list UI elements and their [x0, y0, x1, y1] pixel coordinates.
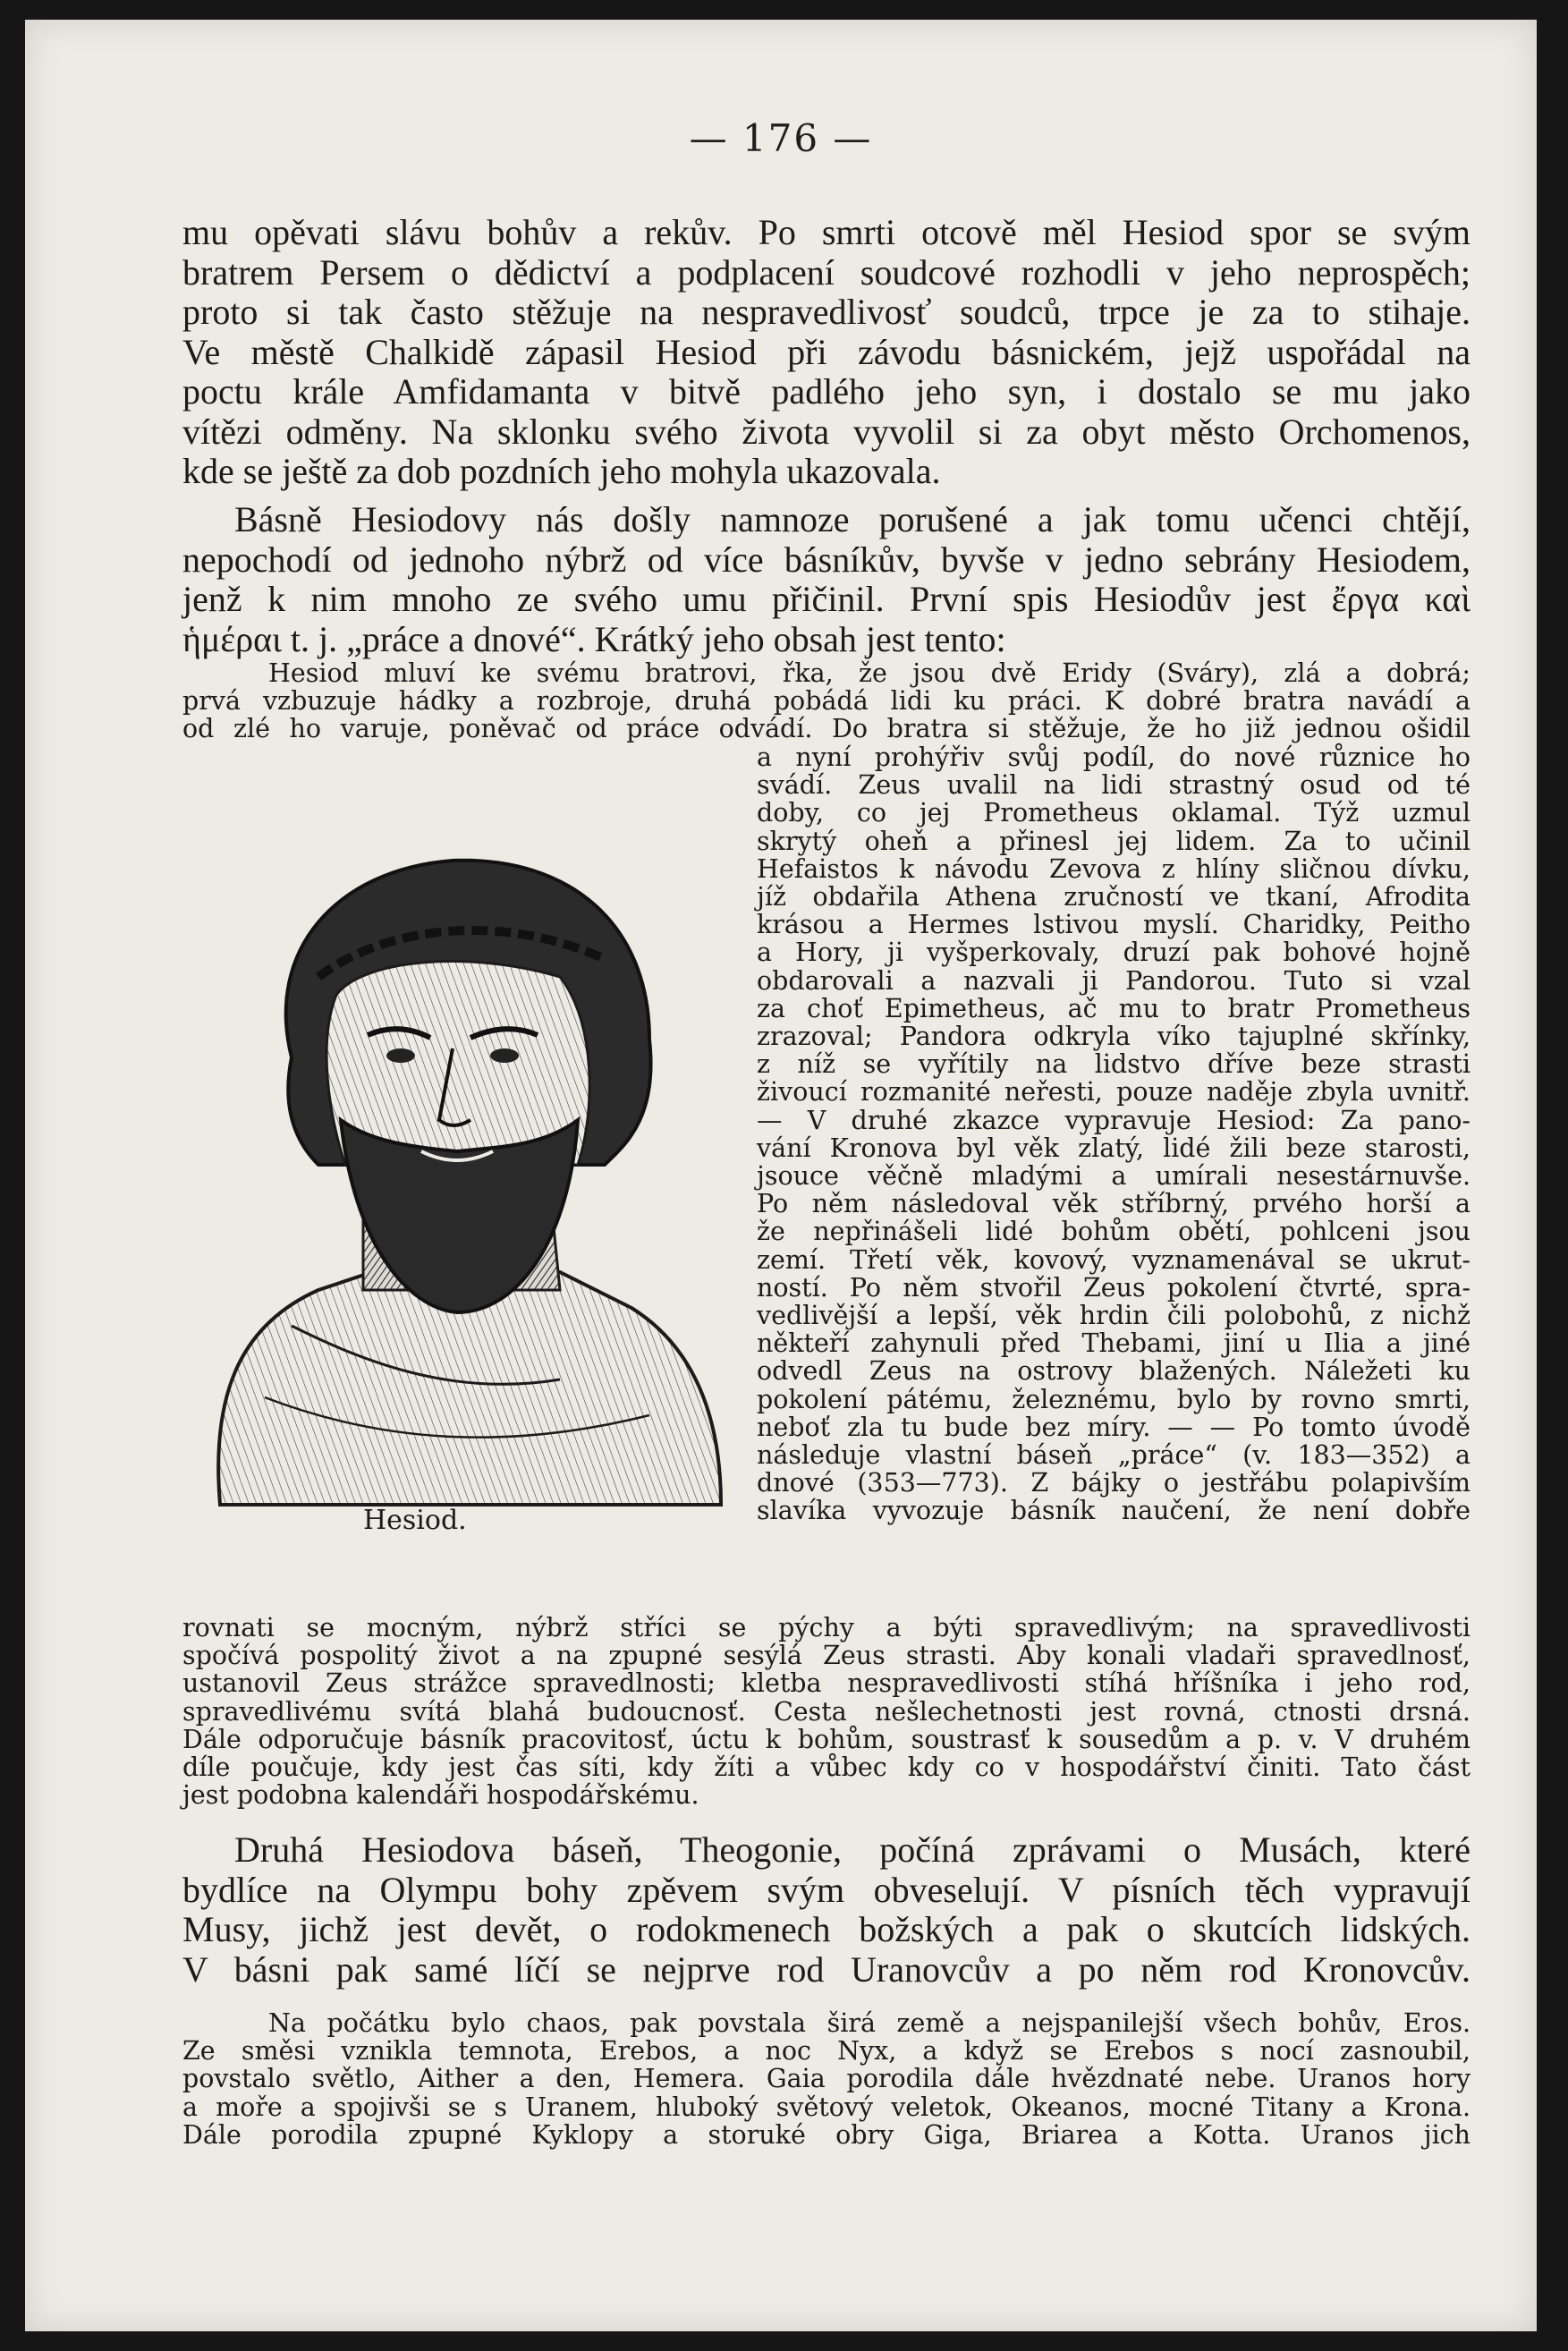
text-line: a moře a spojivši se s Uranem, hluboký světový veletok, Okeanos, mocné Titany a Krona. — [182, 2092, 1471, 2122]
text-line: poctu krále Amfidamanta v bitvě padlého jeho syn, i dostalo se mu jako — [182, 371, 1471, 412]
text-line: Na počátku bylo chaos, pak povstala širá země a nejspanilejší všech bohův, Eros. — [268, 2008, 1471, 2038]
text-line: ustanovil Zeus strážce spravedlnosti; kletba nespravedlivosti stíhá hříšníka i jeho rod, — [182, 1668, 1471, 1699]
text-line: vání Kronova byl věk zlatý, lidé žili beze starosti, — [757, 1133, 1471, 1163]
text-line: někteří zahynuli před Thebami, jiní u Ilia a jiné — [757, 1328, 1471, 1359]
text-line: jíž obdařila Athena zručností ve tkaní, Afrodita — [757, 882, 1471, 912]
text-line: — V druhé zkazce vypravuje Hesiod: Za pano- — [757, 1105, 1471, 1135]
text-line: zemí. Třetí věk, kovový, vyznamenával se ukrut- — [757, 1244, 1471, 1275]
text-line: kde se ještě za dob pozdních jeho mohyla ukazovala. — [182, 451, 941, 491]
text-line: následuje vlastní báseň „práce“ (v. 183—352) a — [757, 1440, 1471, 1471]
text-line: bydlíce na Olympu bohy zpěvem svým obveselují. V písních těch vypravují — [182, 1869, 1471, 1910]
text-line: od zlé ho varuje, poněvač od práce odvádí. Do bratra si stěžuje, že ho již jednou ošidil — [182, 714, 1471, 744]
text-line: jest podobna kalendáři hospodářskému. — [182, 1780, 699, 1811]
portrait-caption: Hesiod. — [363, 1505, 467, 1536]
text-line: že nepřinášeli lidé bohům obětí, pohlceni jsou — [757, 1217, 1471, 1247]
intro-paragraph — [182, 213, 1471, 492]
text-line: povstalo světlo, Aither a den, Hemera. Gaia porodila dále hvězdnaté nebe. Uranos hory — [182, 2064, 1471, 2094]
text-line: neboť zla tu bude bez míry. — — Po tomto úvodě — [757, 1412, 1471, 1442]
book-page — [25, 20, 1537, 2331]
text-line: Ve městě Chalkidě zápasil Hesiod při závodu básnickém, jejž uspořádal na — [182, 331, 1471, 372]
text-line: jsouce věčně mladými a umírali nesestárnuvše. — [757, 1161, 1471, 1192]
works-paragraph — [182, 500, 1471, 659]
text-line: a nyní prohýřiv svůj podíl, do nové různice ho — [757, 743, 1471, 772]
summary-intro — [182, 659, 1471, 743]
text-line: Po něm následoval věk stříbrný, prvého horší a — [757, 1189, 1471, 1219]
hesiod-bust-illustration — [184, 825, 732, 1514]
text-line: pokolení pátému, železnému, bylo by rovno smrti, — [757, 1384, 1471, 1414]
text-line: doby, co jej Prometheus oklamal. Týž uzmul — [757, 798, 1471, 828]
text-line: Hesiod mluví ke svému bratrovi, řka, že jsou dvě Eridy (Sváry), zlá a dobrá; — [268, 658, 1471, 688]
text-line: vedlivější a lepší, věk hrdin čili polobohů, z nichž — [757, 1301, 1471, 1331]
text-line: proto si tak často stěžuje na nespravedlivosť soudců, trpce je za to stihaje. — [182, 292, 1471, 332]
chaos-paragraph — [182, 2009, 1471, 2149]
text-line: živoucí rozmanité neřesti, pouze naděje zbyla uvnitř. — [757, 1077, 1471, 1108]
text-line: bratrem Persem o dědictví a podplacení soudcové rozhodli v jeho neprospěch; — [182, 251, 1471, 293]
text-line: Básně Hesiodovy nás došly namnoze porušené a jak tomu učenci chtějí, — [234, 499, 1471, 539]
text-line: Druhá Hesiodova báseň, Theogonie, počíná zprávami o Musách, které — [234, 1829, 1471, 1870]
text-line: Dále odporučuje básník pracovitosť, úctu k bohům, soustrasť k sousedům a p. v. V druhém — [182, 1724, 1471, 1754]
text-line: díle poučuje, kdy jest čas síti, kdy žíti a vůbec kdy co v hospodářství činiti. Tato část — [182, 1753, 1471, 1783]
text-line: odvedl Zeus na ostrovy blažených. Náležeti ku — [757, 1356, 1471, 1387]
text-line: prvá vzbuzuje hádky a rozbroje, druhá pobádá lidi ku práci. K dobré bratra navádí a — [182, 686, 1471, 717]
page-number: — 176 — — [689, 116, 873, 160]
text-line: dnové (353—773). Z bájky o jestřábu polapivším — [757, 1468, 1471, 1498]
text-line: Dále porodila zpupné Kyklopy a storuké obry Giga, Briarea a Kotta. Uranos jich — [182, 2119, 1471, 2150]
text-line: nepochodí od jednoho nýbrž od více básníkův, byvše v jedno sebrány Hesiodem, — [182, 539, 1471, 580]
summary-side-column — [757, 743, 1471, 1525]
theogony-paragraph — [182, 1830, 1471, 1990]
text-line: zrazoval; Pandora odkryla víko tajuplné skřínky, — [757, 1022, 1471, 1052]
text-line: svádí. Zeus uvalil na lidi strastný osud od té — [757, 770, 1471, 801]
text-line: Hefaistos k návodu Zevova z hlíny sličnou dívku, — [757, 853, 1471, 884]
text-line: spravedlivému svítá blahá budoucnosť. Cesta nešlechetnosti jest rovná, ctnosti drsná. — [182, 1696, 1471, 1727]
text-line: rovnati se mocným, nýbrž stříci se pýchy a býti spravedlivým; na spravedlivosti — [182, 1613, 1471, 1642]
text-line: obdarovali a nazvali ji Pandorou. Tuto si vzal — [757, 965, 1471, 996]
text-line: Musy, jichž jest devět, o rodokmenech božských a pak o skutcích lidských. — [182, 1909, 1471, 1949]
text-line: z níž se vyřítily na lidstvo dříve beze strasti — [757, 1049, 1471, 1080]
text-line: jenž k nim mnoho ze svého umu přičinil. První spis Hesiodův jest ἔργα καὶ — [182, 579, 1471, 619]
text-line: ností. Po něm stvořil Zeus pokolení čtvrté, spra- — [757, 1272, 1471, 1303]
text-line: za choť Epimetheus, ač mu to bratr Prometheus — [757, 993, 1471, 1023]
text-line: spočívá pospolitý život a na zpupné sesýlá Zeus strasti. Aby konali vladaři spravedlnosť, — [182, 1641, 1471, 1671]
summary-end — [182, 1614, 1471, 1809]
text-line: ἡμέραι t. j. „práce a dnové“. Krátký jeho obsah jest tento: — [182, 618, 1006, 659]
text-line: krásou a Hermes lstivou myslí. Charidky, Peitho — [757, 910, 1471, 940]
text-line: skrytý oheň a přinesl jej lidem. Za to učinil — [757, 826, 1471, 856]
text-line: Ze směsi vznikla temnota, Erebos, a noc Nyx, a když se Erebos s nocí zasnoubil, — [182, 2036, 1471, 2067]
text-line: vítězi odměny. Na sklonku svého života vyvolil si za obyt město Orchomenos, — [182, 411, 1471, 452]
text-line: mu opěvati slávu bohův a rekův. Po smrti otcově měl Hesiod spor se svým — [182, 212, 1471, 252]
text-line: slavíka vyvozuje básník naučení, že není dobře — [757, 1496, 1471, 1526]
text-line: V básni pak samé líčí se nejprve rod Uranovcův a po něm rod Kronovcův. — [182, 1948, 1471, 1990]
text-line: a Hory, ji vyšperkovaly, druzí pak bohové hojně — [757, 938, 1471, 968]
